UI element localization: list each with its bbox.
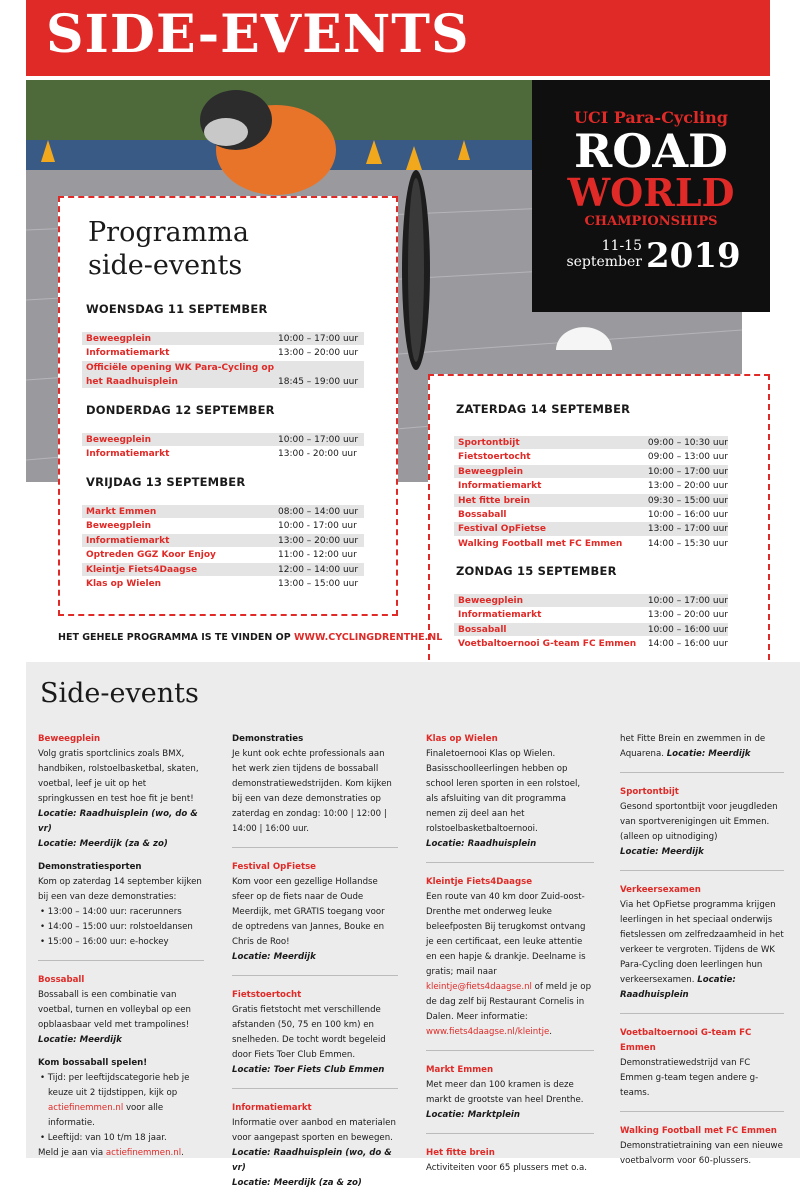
event-heading: Markt Emmen <box>426 1065 494 1075</box>
uci-championships: CHAMPIONSHIPS <box>584 214 718 229</box>
divider <box>426 1133 594 1134</box>
event-description: Kom op zaterdag 14 september kijken bij een van deze demonstraties: <box>38 877 202 902</box>
event-name: Beweegplein <box>458 466 524 477</box>
signup-label: Meld je aan via <box>38 1148 106 1158</box>
side-events-column-2 <box>232 732 398 1191</box>
day-heading: VRIJDAG 13 SEPTEMBER <box>86 475 246 489</box>
event-text: Via het OpFietse programma krijgen leerlingen in het speciaal onderwijs fietslessen om zelfredzaamheid in het verkeer te vergroten. Tijdens de WK Para-Cycling doen leerlingen hun verkeersexamen. <box>620 900 784 985</box>
event-name: Klas op Wielen <box>86 578 162 589</box>
event-text: of meld je op de dag zelf bij Restaurant Cornelis in Dalen. Meer informatie: <box>426 982 592 1022</box>
event-location: Locatie: Meerdijk <box>620 847 704 857</box>
divider <box>620 870 784 871</box>
event-name: Beweegplein <box>458 596 524 606</box>
day-heading: DONDERDAG 12 SEPTEMBER <box>86 403 275 417</box>
schedule-row <box>454 537 728 551</box>
event-time: 18:45 – 19:00 uur <box>278 376 359 387</box>
divider <box>232 847 398 848</box>
event-name: Fietstoertocht <box>458 452 531 463</box>
uci-dates-month: september <box>566 254 642 270</box>
event-name: Beweegplein <box>86 435 152 445</box>
event-time: 12:00 – 14:00 uur <box>278 564 359 575</box>
schedule-table <box>454 594 728 652</box>
event-description <box>620 898 784 1003</box>
event-location: Locatie: Meerdijk (za & zo) <box>38 839 168 849</box>
event-text: . <box>549 1027 552 1037</box>
schedule-row <box>82 534 364 548</box>
event-description: Kom voor een gezellige Hollandse sfeer op de fiets naar de Oude Meerdijk, met GRATIS toegang voor de optredens van Jannes, Bouke en Chris de Roo! <box>232 877 385 947</box>
event-name: Beweegplein <box>86 521 152 532</box>
event-description: Demonstratietraining van een nieuwe voetbalvorm voor 60-plussers. <box>620 1141 783 1166</box>
day-heading: ZONDAG 15 SEPTEMBER <box>456 564 617 578</box>
schedule-row <box>82 548 364 562</box>
event-heading: Sportontbijt <box>620 787 679 797</box>
schedule-row <box>454 436 728 450</box>
event-text: Een route van 40 km door Zuid-oost-Drenthe met onderweg leuke beleefposten Bij terugkomst ontvang je een certificaat, een leuke attentie en een hapje & drankje. Deelname is gratis; mail naar <box>426 892 586 977</box>
event-time: 09:00 – 13:00 uur <box>647 452 728 463</box>
bullet-text: • Tijd: per leeftijdscategorie heb je keuze uit 2 tijdstippen, kijk op <box>40 1073 190 1098</box>
event-heading: Voetbaltoernooi G-team FC Emmen <box>620 1028 752 1053</box>
event-time: 13:00 – 20:00 uur <box>278 348 359 359</box>
schedule-row <box>82 332 364 346</box>
event-heading: Fietstoertocht <box>232 990 302 1000</box>
side-events-column-3 <box>426 732 594 1176</box>
event-name: Festival OpFietse <box>458 524 546 535</box>
event-heading: Het fitte brein <box>426 1148 495 1158</box>
event-heading: Demonstratiesporten <box>38 862 142 872</box>
side-events-column-1 <box>38 732 204 1161</box>
schedule-row <box>82 519 364 533</box>
fiets4daagse-link[interactable]: www.fiets4daagse.nl/kleintje <box>426 1027 550 1037</box>
event-name: Optreden GGZ Koor Enjoy <box>86 550 216 561</box>
event-heading: Bossaball <box>38 975 85 985</box>
schedule-row <box>454 508 728 522</box>
event-description: Activiteiten voor 65 plussers met o.a. <box>426 1163 587 1173</box>
schedule-row <box>454 522 728 536</box>
event-description: Demonstratiewedstrijd van FC Emmen g-team tegen andere g-teams. <box>620 1058 759 1098</box>
uci-dates <box>558 238 642 270</box>
programma-footer-note <box>58 632 442 643</box>
divider <box>620 1111 784 1112</box>
event-time: 10:00 – 17:00 uur <box>647 596 728 606</box>
divider <box>426 1050 594 1051</box>
event-location: Locatie: Toer Fiets Club Emmen <box>232 1065 385 1075</box>
divider <box>426 862 594 863</box>
event-name: Beweegplein <box>86 334 152 344</box>
schedule-row <box>82 346 364 360</box>
bullet-text: voor alle informatie. <box>48 1103 164 1128</box>
event-time: 13:00 – 20:00 uur <box>647 610 728 621</box>
schedule-table <box>454 436 728 551</box>
bullet-item: • 14:00 – 15:00 uur: rolstoeldansen <box>40 922 193 932</box>
divider <box>620 1013 784 1014</box>
event-name: Sportontbijt <box>458 438 520 448</box>
footer-note-text: HET GEHELE PROGRAMMA IS TE VINDEN OP <box>58 632 294 643</box>
bullet-item: • 13:00 – 14:00 uur: racerunners <box>40 907 182 917</box>
event-time: 09:30 – 15:00 uur <box>647 495 728 506</box>
schedule-row <box>454 450 728 464</box>
side-events-title: Side-events <box>40 678 199 709</box>
event-description <box>620 732 784 762</box>
event-description: Volg gratis sportclinics zoals BMX, handbiken, rolstoelbasketbal, skaten, voetbal, leef je uit op het springkussen en test hoe fit je bent! <box>38 749 199 804</box>
schedule-table <box>82 433 364 462</box>
schedule-row <box>454 494 728 508</box>
actiefinemmen-link[interactable]: actiefinemmen.nl <box>48 1103 124 1113</box>
event-time: 10:00 - 17:00 uur <box>278 521 357 532</box>
uci-world: WORLD <box>567 170 735 215</box>
event-time: 09:00 – 10:30 uur <box>647 438 728 448</box>
schedule-row <box>82 505 364 519</box>
schedule-row <box>82 361 364 389</box>
event-time: 10:00 – 16:00 uur <box>647 624 728 635</box>
event-name: Informatiemarkt <box>458 610 542 621</box>
uci-road: ROAD <box>574 124 728 178</box>
event-name: Informatiemarkt <box>86 535 170 546</box>
event-time: 10:00 – 17:00 uur <box>647 466 728 477</box>
event-time: 13:00 – 20:00 uur <box>278 535 359 546</box>
event-description: Gratis fietstocht met verschillende afstanden (50, 75 en 100 km) en snelheden. De tocht wordt begeleid door Fiets Toer Club Emmen. <box>232 1005 386 1060</box>
bullet-item: • 15:00 – 16:00 uur: e-hockey <box>40 937 169 947</box>
event-location: Locatie: Meerdijk (za & zo) <box>232 1178 362 1188</box>
event-heading: Walking Football met FC Emmen <box>620 1126 777 1136</box>
event-time: 10:00 – 16:00 uur <box>647 509 728 520</box>
event-time: 13:00 – 20:00 uur <box>647 481 728 492</box>
event-description: Bossaball is een combinatie van voetbal, turnen en volleybal op een opblaasbaar veld met trampolines! <box>38 990 191 1030</box>
event-description: Finaletoernooi Klas op Wielen. Basisschoolleerlingen hebben op school leren sporten in een rolstoel, als afsluiting van dit programma nemen zij deel aan het rolstoelbasketbaltoernooi. <box>426 749 581 834</box>
event-name: Walking Football met FC Emmen <box>458 538 623 549</box>
uci-year: 2019 <box>646 236 741 276</box>
schedule-row <box>454 608 728 622</box>
signup-end: . <box>181 1148 184 1158</box>
event-heading: Klas op Wielen <box>426 734 498 744</box>
uci-dates-range: 11-15 <box>601 238 642 254</box>
event-heading: Kleintje Fiets4Daagse <box>426 877 533 887</box>
divider <box>620 772 784 773</box>
programma-box-right <box>428 374 770 690</box>
event-name: Voetbaltoernooi G-team FC Emmen <box>458 639 637 650</box>
event-time: 13:00 - 20:00 uur <box>278 449 357 460</box>
schedule-row <box>82 447 364 461</box>
event-time: 10:00 – 17:00 uur <box>278 435 359 445</box>
event-name: Informatiemarkt <box>86 449 170 460</box>
event-location: Locatie: Meerdijk <box>232 952 316 962</box>
schedule-row <box>454 637 728 651</box>
event-time: 14:00 – 15:30 uur <box>647 538 728 549</box>
signup-text <box>38 1146 204 1161</box>
event-time: 10:00 – 17:00 uur <box>278 334 359 344</box>
schedule-row <box>82 577 364 591</box>
event-name: Markt Emmen <box>86 507 157 517</box>
event-description: Informatie over aanbod en materialen voor aangepast sporten en bewegen. <box>232 1118 396 1143</box>
programma-box-left <box>58 196 398 616</box>
divider <box>38 960 204 961</box>
schedule-table <box>82 332 364 389</box>
event-description: Je kunt ook echte professionals aan het werk zien tijdens de bossaball demonstratiewedstrijden. Kom kijken bij een van deze demonstraties op zaterdag en zondag: 10:00 | 12:00 | 14:00 | 16:00 uur. <box>232 749 392 834</box>
event-time: 14:00 – 16:00 uur <box>647 639 728 650</box>
schedule-row <box>454 623 728 637</box>
programma-title-line2: side-events <box>88 250 243 281</box>
uci-subtitle: UCI Para-Cycling <box>574 108 728 127</box>
event-name: Informatiemarkt <box>86 348 170 359</box>
event-location: Locatie: Meerdijk <box>666 749 751 759</box>
event-time: 08:00 – 14:00 uur <box>278 507 359 517</box>
event-name: Kleintje Fiets4Daagse <box>86 564 198 575</box>
divider <box>232 1088 398 1089</box>
bullet-item <box>38 1071 204 1131</box>
event-heading: Informatiemarkt <box>232 1103 312 1113</box>
event-text: het Fitte Brein en zwemmen in de Aquarena. <box>620 734 766 759</box>
divider <box>232 975 398 976</box>
event-location: Locatie: Raadhuisplein <box>426 839 537 849</box>
schedule-row <box>82 433 364 447</box>
event-location: Locatie: Marktplein <box>426 1110 520 1120</box>
event-location: Locatie: Raadhuisplein <box>620 975 736 1000</box>
uci-logo-panel <box>532 80 770 312</box>
programma-title-line1: Programma <box>88 217 249 248</box>
side-events-column-4 <box>620 732 784 1169</box>
event-heading: Demonstraties <box>232 734 304 744</box>
event-name: Informatiemarkt <box>458 481 542 492</box>
event-time: 11:00 - 12:00 uur <box>278 550 357 561</box>
event-location: Locatie: Meerdijk <box>38 1035 122 1045</box>
event-name: Bossaball <box>458 624 507 635</box>
event-description: Gesond sportontbijt voor jeugdleden van sportverenigingen uit Emmen. (alleen op uitnodiging) <box>620 802 778 842</box>
day-heading: ZATERDAG 14 SEPTEMBER <box>456 402 631 416</box>
programma-title <box>88 216 249 282</box>
page-title: SIDE-EVENTS <box>46 4 470 65</box>
event-description <box>426 890 594 1040</box>
website-link[interactable]: WWW.CYCLINGDRENTHE.NL <box>293 632 443 643</box>
event-name: Het fitte brein <box>458 495 531 506</box>
event-location: Locatie: Raadhuisplein (wo, do & vr) <box>38 809 198 834</box>
schedule-row <box>454 479 728 493</box>
event-time: 13:00 – 17:00 uur <box>647 524 728 535</box>
event-heading: Kom bossaball spelen! <box>38 1058 148 1068</box>
email-link[interactable]: kleintje@fiets4daagse.nl <box>426 982 532 992</box>
day-heading: WOENSDAG 11 SEPTEMBER <box>86 302 268 316</box>
event-name: Bossaball <box>458 509 507 520</box>
bullet-item: • Leeftijd: van 10 t/m 18 jaar. <box>40 1133 167 1143</box>
event-time: 13:00 – 15:00 uur <box>278 578 359 589</box>
actiefinemmen-link[interactable]: actiefinemmen.nl <box>105 1148 182 1158</box>
event-heading: Beweegplein <box>38 734 101 744</box>
schedule-row <box>454 465 728 479</box>
event-name: Officiële opening WK Para-Cycling op het Raadhuisplein <box>86 362 275 387</box>
event-heading: Festival OpFietse <box>232 862 317 872</box>
schedule-row <box>82 563 364 577</box>
event-heading: Verkeersexamen <box>620 885 701 895</box>
event-description: Met meer dan 100 kramen is deze markt de grootste van heel Drenthe. <box>426 1080 584 1105</box>
schedule-row <box>454 594 728 608</box>
schedule-table <box>82 505 364 591</box>
event-location: Locatie: Raadhuisplein (wo, do & vr) <box>232 1148 392 1173</box>
